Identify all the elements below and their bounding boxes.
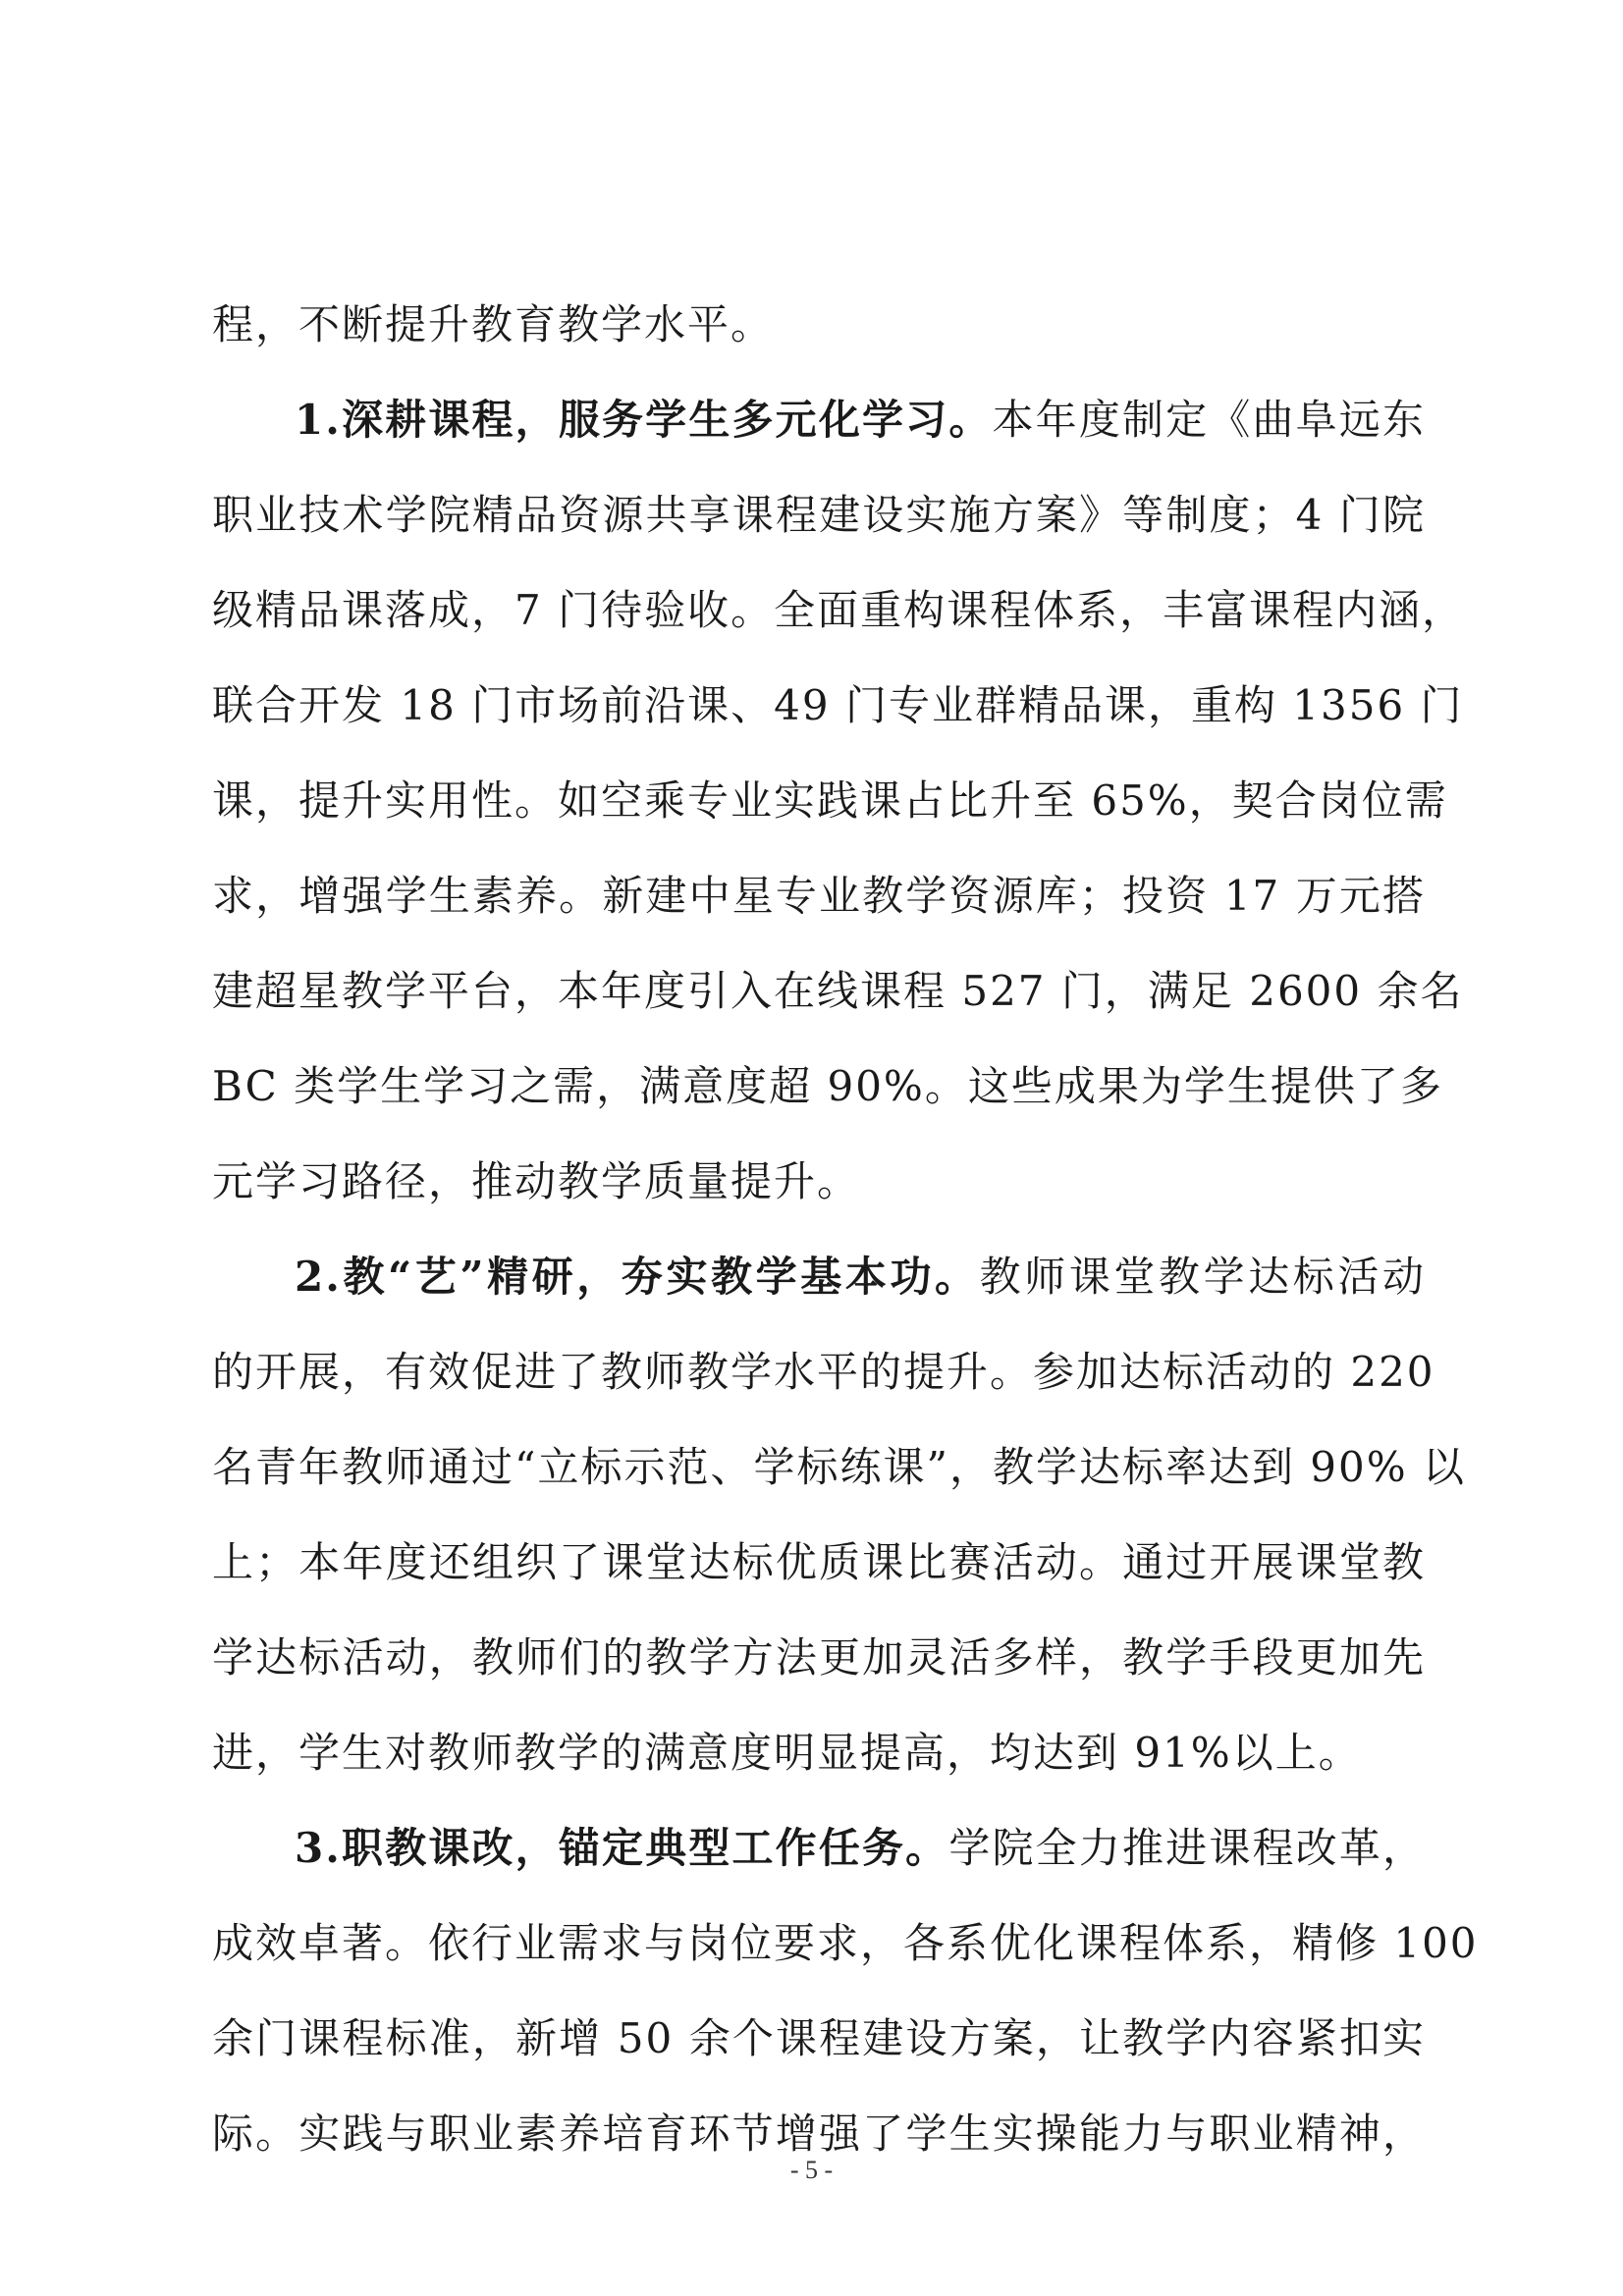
- section-heading: 2.教“艺”精研，夯实教学基本功。: [295, 1253, 980, 1301]
- paragraph-first-line: [295, 1819, 1426, 1878]
- paragraph-line: 职业技术学院精品资源共享课程建设实施方案》等制度；4 门院: [212, 491, 1426, 539]
- section-heading: 3.职教课改，锚定典型工作任务。: [295, 1824, 949, 1872]
- paragraph-line: BC 类学生学习之需，满意度超 90%。这些成果为学生提供了多: [212, 1062, 1443, 1110]
- paragraph-text: 学院全力推进课程改革，: [948, 1824, 1426, 1872]
- page-number: - 5 -: [789, 2156, 834, 2184]
- paragraph-line: 成效卓著。依行业需求与岗位要求，各系优化课程体系，精修 100: [212, 1919, 1479, 1967]
- paragraph-line: 进，学生对教师教学的满意度明显提高，均达到 91%以上。: [212, 1729, 1362, 1777]
- paragraph-line: 课，提升实用性。如空乘专业实践课占比升至 65%，契合岗位需: [212, 776, 1448, 825]
- paragraph-line: 际。实践与职业素养培育环节增强了学生实操能力与职业精神，: [212, 2109, 1426, 2158]
- paragraph-text: 教师课堂教学达标活动: [979, 1253, 1426, 1301]
- paragraph-line: 求，增强学生素养。新建中星专业教学资源库；投资 17 万元搭: [212, 872, 1426, 920]
- paragraph-first-line: [295, 391, 1426, 450]
- paragraph-line: 建超星教学平台，本年度引入在线课程 527 门，满足 2600 余名: [212, 967, 1464, 1015]
- paragraph-line: 上；本年度还组织了课堂达标优质课比赛活动。通过开展课堂教: [212, 1538, 1426, 1586]
- paragraph-line: 名青年教师通过“立标示范、学标练课”，教学达标率达到 90% 以: [212, 1443, 1466, 1491]
- paragraph-first-line: [295, 1248, 1426, 1307]
- paragraph-line: 元学习路径，推动教学质量提升。: [212, 1157, 861, 1205]
- paragraph-line: 级精品课落成，7 门待验收。全面重构课程体系，丰富课程内涵，: [212, 586, 1466, 634]
- paragraph-line: 程，不断提升教育教学水平。: [212, 300, 775, 348]
- section-heading: 1.深耕课程，服务学生多元化学习。: [295, 396, 993, 444]
- paragraph-line: 的开展，有效促进了教师教学水平的提升。参加达标活动的 220: [212, 1348, 1435, 1396]
- paragraph-text: 本年度制定《曲阜远东: [992, 396, 1426, 444]
- paragraph-line: 联合开发 18 门市场前沿课、49 门专业群精品课，重构 1356 门: [212, 681, 1464, 729]
- paragraph-line: 余门课程标准，新增 50 余个课程建设方案，让教学内容紧扣实: [212, 2014, 1426, 2062]
- paragraph-line: 学达标活动，教师们的教学方法更加灵活多样，教学手段更加先: [212, 1633, 1426, 1682]
